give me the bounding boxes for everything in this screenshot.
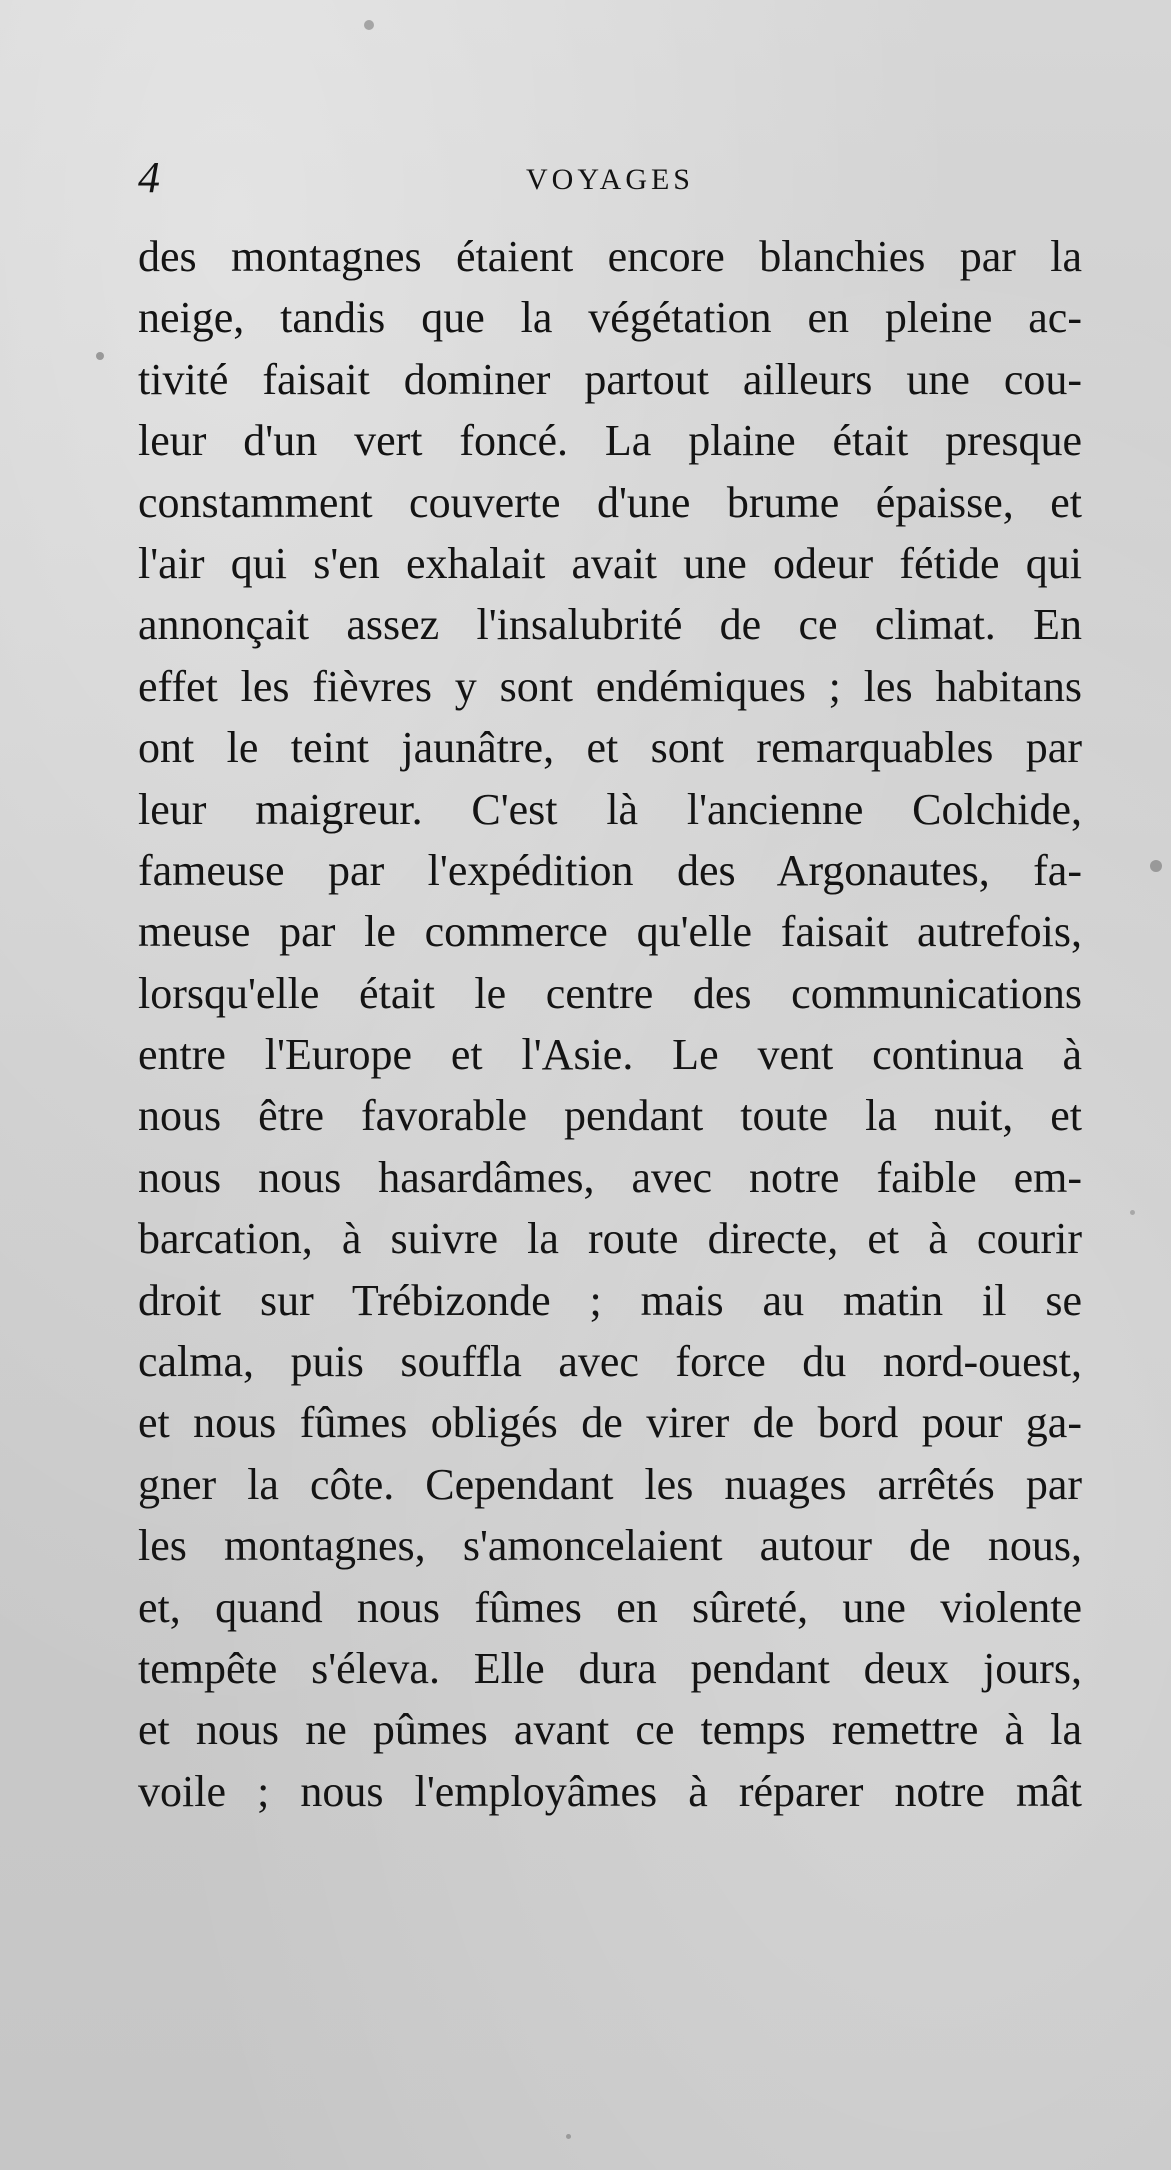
text-line: l'air qui s'en exhalait avait une odeur fétide qui	[138, 538, 1082, 588]
paper-speck	[1130, 1210, 1135, 1215]
text-line: lorsqu'elle était le centre des communications	[138, 968, 1082, 1018]
text-line: tivité faisait dominer partout ailleurs une cou-	[138, 354, 1082, 404]
text-line: meuse par le commerce qu'elle faisait autrefois,	[138, 907, 1082, 957]
paper-speck	[1150, 860, 1162, 872]
text-line: constamment couverte d'une brume épaisse, et	[138, 477, 1082, 527]
text-line: neige, tandis que la végétation en pleine ac-	[138, 293, 1082, 343]
text-line: et nous ne pûmes avant ce temps remettre à la	[138, 1705, 1082, 1755]
text-line: effet les fièvres y sont endémiques ; les habitans	[138, 661, 1082, 711]
text-line: nous être favorable pendant toute la nuit, et	[138, 1091, 1082, 1141]
text-line: droit sur Trébizonde ; mais au matin il se	[138, 1275, 1082, 1325]
text-line: gner la côte. Cependant les nuages arrêtés par	[138, 1459, 1082, 1509]
text-line: les montagnes, s'amoncelaient autour de nous,	[138, 1521, 1082, 1571]
text-line: fameuse par l'expédition des Argonautes, fa-	[138, 845, 1082, 895]
text-line: calma, puis souffla avec force du nord-ouest,	[138, 1337, 1082, 1387]
body-text	[138, 226, 1082, 1822]
page-number: 4	[138, 153, 160, 202]
text-line: voile ; nous l'employâmes à réparer notre mât	[138, 1766, 1082, 1816]
text-line: entre l'Europe et l'Asie. Le vent continua à	[138, 1030, 1082, 1080]
page-header	[138, 148, 1082, 208]
paper-speck	[364, 20, 374, 30]
text-line: leur maigreur. C'est là l'ancienne Colchide,	[138, 784, 1082, 834]
paper-speck	[566, 2134, 571, 2139]
text-line: nous nous hasardâmes, avec notre faible em-	[138, 1152, 1082, 1202]
text-line: et nous fûmes obligés de virer de bord pour ga-	[138, 1398, 1082, 1448]
running-title: VOYAGES	[525, 163, 694, 196]
text-line: et, quand nous fûmes en sûreté, une violente	[138, 1582, 1082, 1632]
text-line: tempête s'éleva. Elle dura pendant deux jours,	[138, 1643, 1082, 1693]
text-line: des montagnes étaient encore blanchies par la	[138, 232, 1082, 281]
text-line: ont le teint jaunâtre, et sont remarquables par	[138, 723, 1082, 773]
text-line: annonçait assez l'insalubrité de ce climat. En	[138, 600, 1082, 650]
text-line: barcation, à suivre la route directe, et à courir	[138, 1214, 1082, 1264]
paper-speck	[96, 352, 104, 360]
text-line: leur d'un vert foncé. La plaine était presque	[138, 416, 1082, 466]
